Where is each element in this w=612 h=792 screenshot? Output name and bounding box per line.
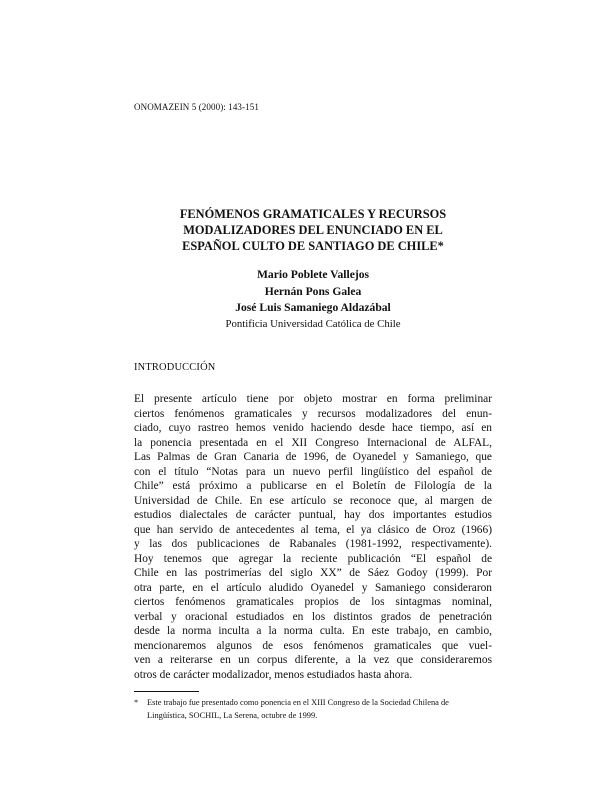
section-heading: INTRODUCCIÓN — [134, 362, 216, 373]
title-line: FENÓMENOS GRAMATICALES Y RECURSOS — [179, 207, 447, 221]
body-line: verbal y oracional estudiados en los distintos grados de penetración — [134, 610, 492, 623]
body-paragraph — [134, 392, 492, 682]
body-line: con el título “Notas para un nuevo perfil lingüístico del español de — [134, 465, 492, 478]
body-line: ciertos fenómenos gramaticales propios de los sintagmas nominal, — [134, 596, 492, 608]
article-title — [134, 206, 492, 254]
title-line: MODALIZADORES DEL ENUNCIADO EN EL — [183, 223, 443, 237]
body-line: Chile en las postrimerías del siglo XX” de Sáez Godoy (1999). Por — [134, 567, 492, 579]
body-line: otra parte, en el artículo aludido Oyanedel y Samaniego consideraron — [134, 581, 492, 594]
author-affiliation: Pontificia Universidad Católica de Chile — [225, 318, 401, 330]
body-line: la ponencia presentada en el XII Congreso Internacional de ALFAL, — [134, 436, 492, 449]
body-line: Hoy tenemos que agregar la reciente publicación “El español de — [134, 552, 492, 565]
body-line: mencionaremos algunos de esos fenómenos gramaticales que vuel- — [134, 639, 492, 652]
author-name: Hernán Pons Galea — [264, 284, 362, 298]
body-line: estudios dialectales de carácter puntual, hay dos importantes estudios — [134, 509, 492, 521]
author-name: José Luis Samaniego Aldazábal — [235, 301, 391, 314]
title-line: ESPAÑOL CULTO DE SANTIAGO DE CHILE* — [182, 239, 444, 253]
journal-reference: ONOMAZEIN 5 (2000): 143-151 — [134, 102, 259, 112]
footnote-marker: * — [134, 698, 139, 707]
body-line: ven a reiterarse en un corpus diferente, a la vez que consideraremos — [134, 654, 492, 666]
footnote-divider — [134, 691, 199, 692]
body-line: ciertos fenómenos gramaticales y recursos modalizadores del enun- — [134, 407, 492, 420]
body-line: Universidad de Chile. En ese artículo se reconoce que, al margen de — [134, 494, 492, 507]
author-list — [134, 267, 492, 317]
body-line: Chile” está próximo a publicarse en el Boletín de Filología de la — [134, 480, 492, 492]
author-name: Mario Poblete Vallejos — [256, 268, 370, 281]
body-line: otros de carácter modalizador, menos estudiados hasta ahora. — [134, 668, 413, 681]
body-line: El presente artículo tiene por objeto mostrar en forma preliminar — [134, 393, 492, 405]
body-line: Las Palmas de Gran Canaria de 1996, de Oyanedel y Samaniego, que — [134, 451, 492, 463]
footnote-line: Lingüística, SOCHIL, La Serena, octubre de 1999. — [147, 710, 318, 720]
body-line: y las dos publicaciones de Rabanales (1981-1992, respectivamente). — [134, 538, 492, 550]
body-line: que han servido de antecedentes al tema, el ya clásico de Oroz (1966) — [134, 523, 492, 536]
footnote-line: Este trabajo fue presentado como ponencia en el XIII Congreso de la Sociedad Chilena de — [147, 698, 449, 707]
body-line: ciado, cuyo rastreo hemos venido haciendo desde hace tiempo, así en — [134, 422, 492, 434]
body-line: desde la norma inculta a la norma culta. En este trabajo, en cambio, — [134, 625, 492, 637]
footnote — [134, 697, 492, 722]
